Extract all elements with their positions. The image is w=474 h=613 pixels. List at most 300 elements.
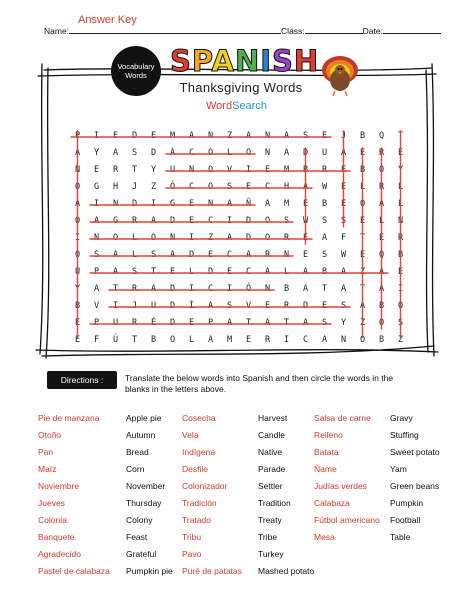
grid-letter[interactable]: D	[188, 250, 195, 260]
spanish-word: Pavo	[182, 549, 202, 559]
grid-letter[interactable]: S	[131, 267, 138, 277]
grid-letter[interactable]: L	[359, 182, 366, 192]
grid-letter[interactable]: A	[74, 148, 81, 158]
grid-letter[interactable]: I	[74, 233, 81, 243]
grid-letter[interactable]: L	[131, 233, 138, 243]
grid-letter[interactable]: L	[188, 335, 195, 345]
grid-letter[interactable]: E	[93, 165, 100, 175]
grid-letter[interactable]: D	[169, 318, 176, 328]
grid-letter[interactable]: Ó	[359, 199, 366, 209]
grid-letter[interactable]: I	[245, 165, 252, 175]
grid-letter[interactable]: T	[131, 335, 138, 345]
grid-letter[interactable]: A	[340, 148, 347, 158]
grid-letter[interactable]: A	[264, 267, 271, 277]
grid-letter[interactable]: D	[150, 148, 157, 158]
grid-letter[interactable]: G	[93, 182, 100, 192]
grid-letter[interactable]: E	[302, 233, 309, 243]
english-word: Settler	[258, 481, 283, 491]
grid-letter[interactable]: Q	[378, 250, 385, 260]
grid-letter[interactable]: R	[397, 233, 404, 243]
grid-letter[interactable]: H	[283, 182, 290, 192]
grid-letter[interactable]: E	[74, 335, 81, 345]
grid-letter[interactable]: O	[74, 216, 81, 226]
grid-letter[interactable]: L	[378, 216, 385, 226]
grid-letter[interactable]: A	[264, 318, 271, 328]
grid-letter[interactable]: D	[245, 233, 252, 243]
english-word: Football	[390, 515, 421, 525]
grid-letter[interactable]: A	[378, 284, 385, 294]
grid-letter[interactable]: E	[397, 267, 404, 277]
grid-letter[interactable]: V	[93, 301, 100, 311]
grid-letter[interactable]: B	[359, 131, 366, 141]
grid-letter[interactable]: N	[264, 131, 271, 141]
grid-letter[interactable]: Z	[150, 182, 157, 192]
spanish-word: Tribu	[182, 532, 202, 542]
grid-letter[interactable]: A	[93, 216, 100, 226]
grid-letter[interactable]: U	[321, 148, 328, 158]
grid-letter[interactable]: N	[74, 165, 81, 175]
spanish-word: Cosecha	[182, 413, 216, 423]
grid-letter[interactable]: O	[378, 318, 385, 328]
spanish-word: Pan	[38, 447, 54, 457]
header-fields	[44, 26, 441, 36]
grid-letter[interactable]: L	[283, 267, 290, 277]
grid-letter[interactable]: L	[131, 250, 138, 260]
grid-letter[interactable]: M	[283, 199, 290, 209]
grid-letter[interactable]: I	[226, 216, 233, 226]
grid-letter[interactable]: E	[302, 199, 309, 209]
spanish-word: Noviembre	[38, 481, 80, 491]
title-letter: S	[272, 44, 294, 78]
english-word: Harvest	[258, 413, 288, 423]
grid-letter[interactable]: T	[283, 318, 290, 328]
english-word: Autumn	[126, 430, 156, 440]
grid-letter[interactable]: W	[321, 182, 328, 192]
grid-letter[interactable]: T	[397, 131, 404, 141]
grid-letter[interactable]: A	[150, 284, 157, 294]
grid-letter[interactable]: J	[131, 301, 138, 311]
grid-letter[interactable]: N	[169, 233, 176, 243]
grid-letter[interactable]: E	[340, 165, 347, 175]
spanish-word: Indígena	[182, 447, 216, 457]
title-word: Word	[206, 100, 233, 112]
grid-letter[interactable]: O	[359, 335, 366, 345]
grid-letter[interactable]: T	[150, 267, 157, 277]
grid-letter[interactable]: N	[207, 131, 214, 141]
grid-letter[interactable]: C	[302, 335, 309, 345]
grid-row	[68, 332, 412, 349]
grid-letter[interactable]: É	[150, 318, 157, 328]
grid-letter[interactable]: Á	[169, 148, 176, 158]
grid-letter[interactable]: L	[397, 182, 404, 192]
grid-row	[68, 196, 412, 213]
english-word: Thursday	[126, 498, 162, 508]
grid-letter[interactable]: B	[397, 250, 404, 260]
grid-letter[interactable]: I	[188, 233, 195, 243]
grid-letter[interactable]: C	[207, 216, 214, 226]
grid-letter[interactable]: Ú	[112, 335, 119, 345]
grid-letter[interactable]: Y	[397, 165, 404, 175]
grid-letter[interactable]: F	[340, 233, 347, 243]
grid-letter[interactable]: E	[188, 216, 195, 226]
grid-letter[interactable]: A	[112, 148, 119, 158]
grid-letter[interactable]: I	[93, 131, 100, 141]
grid-letter[interactable]: O	[112, 233, 119, 243]
english-word: Green beans	[390, 481, 440, 491]
grid-letter[interactable]: A	[321, 335, 328, 345]
english-word: Colony	[126, 515, 153, 525]
grid-letter[interactable]: C	[207, 284, 214, 294]
english-word: Feast	[126, 532, 148, 542]
grid-letter[interactable]: N	[188, 165, 195, 175]
grid-row	[68, 213, 412, 230]
grid-letter[interactable]: O	[207, 148, 214, 158]
grid-letter[interactable]: S	[340, 301, 347, 311]
spanish-word: Tratado	[182, 515, 211, 525]
grid-letter[interactable]: I	[283, 335, 290, 345]
grid-letter[interactable]: U	[150, 301, 157, 311]
directions-label: Directions :	[47, 371, 117, 389]
grid-letter[interactable]: N	[264, 148, 271, 158]
grid-letter[interactable]: A	[359, 301, 366, 311]
grid-letter[interactable]: S	[321, 250, 328, 260]
spanish-word: Banquete	[38, 532, 75, 542]
vocab-row	[38, 410, 468, 427]
grid-letter[interactable]: E	[378, 233, 385, 243]
grid-letter[interactable]: N	[93, 233, 100, 243]
grid-letter[interactable]: E	[207, 250, 214, 260]
grid-letter[interactable]: R	[321, 165, 328, 175]
grid-letter[interactable]: O	[74, 250, 81, 260]
grid-letter[interactable]: F	[93, 335, 100, 345]
grid-letter[interactable]: D	[302, 148, 309, 158]
title-letter: N	[234, 44, 261, 78]
spanish-word: Otoño	[38, 430, 62, 440]
grid-letter[interactable]: H	[112, 182, 119, 192]
grid-letter[interactable]: Y	[150, 165, 157, 175]
grid-letter[interactable]: D	[131, 199, 138, 209]
grid-letter[interactable]: A	[245, 131, 252, 141]
grid-letter[interactable]: E	[359, 216, 366, 226]
class-blank[interactable]	[305, 26, 363, 34]
grid-letter[interactable]: D	[169, 301, 176, 311]
grid-letter[interactable]: S	[150, 250, 157, 260]
grid-letter[interactable]: R	[131, 284, 138, 294]
grid-letter[interactable]: M	[226, 335, 233, 345]
grid-letter[interactable]: Í	[188, 301, 195, 311]
grid-letter[interactable]: O	[150, 233, 157, 243]
grid-letter[interactable]: D	[131, 131, 138, 141]
english-word: Tradition	[258, 498, 291, 508]
grid-letter[interactable]: A	[340, 284, 347, 294]
grid-letter[interactable]: N	[397, 216, 404, 226]
vocab-row	[38, 546, 468, 563]
grid-letter[interactable]: A	[283, 131, 290, 141]
date-blank[interactable]	[383, 26, 441, 34]
grid-letter[interactable]: D	[169, 216, 176, 226]
grid-letter[interactable]: A	[93, 284, 100, 294]
grid-letter[interactable]: N	[207, 199, 214, 209]
grid-letter[interactable]: D	[302, 301, 309, 311]
grid-letter[interactable]: A	[245, 250, 252, 260]
grid-letter[interactable]: T	[359, 284, 366, 294]
grid-letter[interactable]: I	[188, 284, 195, 294]
english-word: Bread	[126, 447, 149, 457]
grid-letter[interactable]: T	[359, 233, 366, 243]
grid-letter[interactable]: S	[321, 318, 328, 328]
grid-letter[interactable]: Z	[207, 233, 214, 243]
grid-letter[interactable]: O	[207, 182, 214, 192]
grid-letter[interactable]: A	[302, 267, 309, 277]
grid-letter[interactable]: S	[321, 216, 328, 226]
grid-letter[interactable]: A	[150, 216, 157, 226]
grid-letter[interactable]: M	[169, 131, 176, 141]
grid-letter[interactable]: C	[188, 182, 195, 192]
grid-letter[interactable]: E	[302, 250, 309, 260]
grid-letter[interactable]: T	[112, 284, 119, 294]
grid-letter[interactable]: E	[359, 148, 366, 158]
grid-letter[interactable]: A	[207, 301, 214, 311]
spanish-word: Jueves	[38, 498, 65, 508]
grid-letter[interactable]: R	[131, 318, 138, 328]
grid-letter[interactable]: U	[169, 165, 176, 175]
grid-letter[interactable]: R	[112, 165, 119, 175]
grid-letter[interactable]: Ó	[245, 284, 252, 294]
grid-letter[interactable]: T	[245, 318, 252, 328]
grid-letter[interactable]: Ñ	[245, 199, 252, 209]
grid-row	[68, 264, 412, 281]
english-word: Pumpkin pie	[126, 566, 173, 576]
grid-letter[interactable]: A	[226, 318, 233, 328]
grid-letter[interactable]: A	[169, 250, 176, 260]
grid-letter[interactable]: Ó	[169, 182, 176, 192]
grid-letter[interactable]: V	[226, 165, 233, 175]
grid-letter[interactable]: W	[340, 250, 347, 260]
spanish-word: Colonia	[38, 515, 67, 525]
spanish-word: Pie de manzana	[38, 413, 100, 423]
grid-letter[interactable]: S	[397, 318, 404, 328]
grid-letter[interactable]: P	[93, 267, 100, 277]
grid-letter[interactable]: B	[150, 335, 157, 345]
grid-letter[interactable]: I	[226, 284, 233, 294]
grid-letter[interactable]: N	[264, 284, 271, 294]
grid-letter[interactable]: E	[321, 131, 328, 141]
grid-letter[interactable]: Z	[359, 318, 366, 328]
grid-letter[interactable]: Y	[74, 284, 81, 294]
grid-letter[interactable]: S	[340, 216, 347, 226]
grid-letter[interactable]: N	[340, 335, 347, 345]
grid-letter[interactable]: A	[321, 233, 328, 243]
grid-letter[interactable]: E	[188, 199, 195, 209]
grid-letter[interactable]: J	[340, 131, 347, 141]
grid-letter[interactable]: O	[264, 216, 271, 226]
grid-letter[interactable]: B	[74, 301, 81, 311]
grid-letter[interactable]: B	[321, 199, 328, 209]
grid-row	[68, 230, 412, 247]
title-subtitle: Thanksgiving Words	[179, 80, 303, 95]
grid-letter[interactable]: L	[397, 199, 404, 209]
grid-letter[interactable]: D	[245, 216, 252, 226]
grid-row	[68, 145, 412, 162]
grid-letter[interactable]: Y	[340, 318, 347, 328]
grid-letter[interactable]: L	[188, 267, 195, 277]
grid-letter[interactable]: O	[207, 165, 214, 175]
name-blank[interactable]	[69, 26, 281, 34]
grid-letter[interactable]: A	[226, 199, 233, 209]
spanish-word: Batata	[314, 447, 339, 457]
grid-letter[interactable]: Á	[378, 199, 385, 209]
grid-letter[interactable]: D	[207, 267, 214, 277]
grid-letter[interactable]: E	[112, 131, 119, 141]
grid-letter[interactable]: R	[378, 148, 385, 158]
grid-letter[interactable]: B	[378, 301, 385, 311]
grid-letter[interactable]: O	[397, 301, 404, 311]
answer-key-label: Answer Key	[78, 14, 137, 26]
grid-letter[interactable]: A	[207, 335, 214, 345]
grid-letter[interactable]: C	[245, 267, 252, 277]
grid-letter[interactable]: R	[264, 335, 271, 345]
grid-letter[interactable]: B	[302, 165, 309, 175]
grid-row	[68, 179, 412, 196]
grid-letter[interactable]: G	[169, 199, 176, 209]
grid-letter[interactable]: A	[302, 182, 309, 192]
grid-letter[interactable]: V	[245, 301, 252, 311]
title-search: Search	[232, 100, 267, 112]
grid-letter[interactable]: A	[226, 233, 233, 243]
grid-letter[interactable]: E	[264, 165, 271, 175]
grid-letter[interactable]: Z	[397, 335, 404, 345]
grid-letter[interactable]: J	[131, 182, 138, 192]
grid-letter[interactable]: R	[264, 250, 271, 260]
english-word: Mashed potato	[258, 566, 315, 576]
grid-letter[interactable]: P	[74, 131, 81, 141]
grid-row	[68, 315, 412, 332]
grid-letter[interactable]: Á	[74, 199, 81, 209]
grid-letter[interactable]: A	[112, 250, 119, 260]
grid-letter[interactable]: T	[131, 165, 138, 175]
grid-letter[interactable]: O	[169, 335, 176, 345]
grid-letter[interactable]: R	[283, 301, 290, 311]
grid-letter[interactable]: E	[340, 199, 347, 209]
grid-letter[interactable]: S	[226, 301, 233, 311]
spanish-word: Puré de patatas	[182, 566, 243, 576]
vocabulary-words-badge	[111, 46, 161, 96]
grid-letter[interactable]: I	[150, 199, 157, 209]
grid-letter[interactable]: R	[283, 233, 290, 243]
grid-letter[interactable]: L	[226, 148, 233, 158]
grid-letter[interactable]: P	[93, 318, 100, 328]
grid-letter[interactable]: E	[245, 335, 252, 345]
spanish-word: Desfile	[182, 464, 208, 474]
grid-letter[interactable]: B	[359, 165, 366, 175]
grid-letter[interactable]: E	[397, 148, 404, 158]
grid-row	[68, 128, 412, 145]
vocab-row	[38, 512, 468, 529]
turkey-icon	[318, 54, 362, 98]
grid-letter[interactable]: D	[169, 284, 176, 294]
grid-letter[interactable]: B	[321, 267, 328, 277]
grid-letter[interactable]: S	[93, 250, 100, 260]
grid-letter[interactable]: U	[74, 267, 81, 277]
grid-letter[interactable]: P	[207, 318, 214, 328]
grid-letter[interactable]: O	[245, 148, 252, 158]
english-word: Sweet potato	[390, 447, 440, 457]
grid-letter[interactable]: I	[112, 301, 119, 311]
title-letter: A	[211, 44, 235, 78]
english-word: Apple pie	[126, 413, 162, 423]
grid-letter[interactable]: E	[264, 301, 271, 311]
grid-letter[interactable]: N	[112, 199, 119, 209]
grid-letter[interactable]: E	[245, 182, 252, 192]
grid-letter[interactable]: A	[378, 267, 385, 277]
grid-letter[interactable]: B	[283, 284, 290, 294]
grid-letter[interactable]: O	[378, 165, 385, 175]
grid-letter[interactable]: G	[112, 216, 119, 226]
grid-letter[interactable]: U	[112, 318, 119, 328]
grid-letter[interactable]: S	[283, 216, 290, 226]
grid-letter[interactable]: C	[188, 148, 195, 158]
grid-letter[interactable]: Q	[378, 131, 385, 141]
grid-letter[interactable]: A	[302, 284, 309, 294]
grid-letter[interactable]: A	[264, 199, 271, 209]
grid-letter[interactable]: M	[283, 165, 290, 175]
grid-letter[interactable]: Z	[359, 267, 366, 277]
grid-letter[interactable]: E	[321, 301, 328, 311]
grid-letter[interactable]: E	[74, 318, 81, 328]
badge-line-1: Vocabulary	[117, 62, 155, 71]
grid-letter[interactable]: E	[188, 318, 195, 328]
english-word: Table	[390, 532, 411, 542]
grid-letter[interactable]: I	[93, 199, 100, 209]
grid-letter[interactable]: R	[131, 216, 138, 226]
grid-letter[interactable]: T	[321, 284, 328, 294]
english-word: Pumpkin	[390, 498, 424, 508]
grid-letter[interactable]: A	[302, 318, 309, 328]
title-letter: I	[260, 44, 273, 78]
spanish-word: Calabaza	[314, 498, 350, 508]
grid-letter[interactable]: E	[359, 250, 366, 260]
grid-letter[interactable]: N	[283, 250, 290, 260]
grid-letter[interactable]: E	[150, 131, 157, 141]
grid-letter[interactable]: C	[226, 250, 233, 260]
vocab-row	[38, 427, 468, 444]
grid-letter[interactable]: E	[226, 267, 233, 277]
grid-letter[interactable]: C	[264, 182, 271, 192]
grid-letter[interactable]: Y	[93, 148, 100, 158]
grid-letter[interactable]: A	[340, 267, 347, 277]
date-label: Date:	[362, 26, 383, 36]
grid-letter[interactable]: S	[302, 131, 309, 141]
grid-letter[interactable]: O	[264, 233, 271, 243]
grid-letter[interactable]: O	[74, 182, 81, 192]
grid-letter[interactable]: R	[378, 182, 385, 192]
spanish-word: Maíz	[38, 464, 57, 474]
grid-letter[interactable]: W	[302, 216, 309, 226]
grid-letter[interactable]: A	[283, 148, 290, 158]
grid-letter[interactable]: A	[188, 131, 195, 141]
title-letter: P	[191, 44, 212, 78]
grid-letter[interactable]: A	[112, 267, 119, 277]
grid-letter[interactable]: I	[397, 284, 404, 294]
spanish-word: Judías verdes	[314, 481, 367, 491]
grid-letter[interactable]: E	[169, 267, 176, 277]
grid-letter[interactable]: B	[378, 335, 385, 345]
grid-letter[interactable]: S	[226, 182, 233, 192]
grid-letter[interactable]: E	[340, 182, 347, 192]
grid-letter[interactable]: Z	[226, 131, 233, 141]
title-letter: H	[293, 44, 320, 78]
grid-letter[interactable]: S	[131, 148, 138, 158]
